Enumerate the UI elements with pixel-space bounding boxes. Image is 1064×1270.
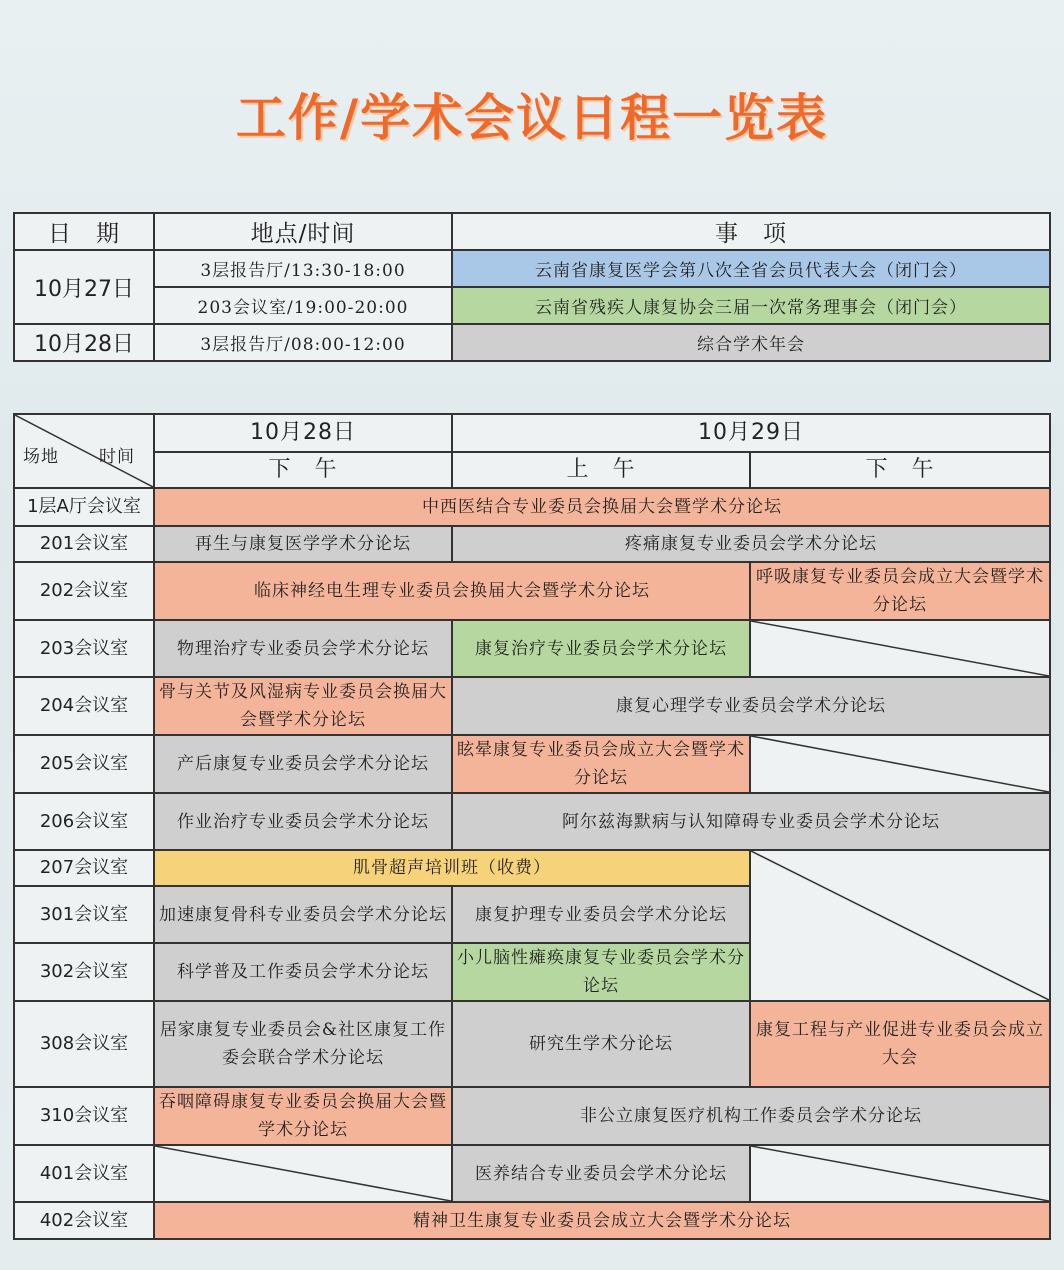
empty-slot bbox=[750, 735, 1050, 793]
header-place-time: 地点/时间 bbox=[154, 213, 452, 250]
meeting-item: 综合学术年会 bbox=[452, 324, 1050, 361]
room-name: 301会议室 bbox=[14, 886, 154, 943]
session-cell: 康复治疗专业委员会学术分论坛 bbox=[452, 620, 750, 677]
page-title: 工作/学术会议日程一览表 bbox=[235, 89, 829, 147]
meeting-place-time: 3层报告厅/13:30-18:00 bbox=[154, 250, 452, 287]
meeting-table bbox=[13, 212, 1051, 362]
session-cell: 再生与康复医学学术分论坛 bbox=[154, 526, 452, 562]
empty-slot bbox=[750, 620, 1050, 677]
period-header: 下 午 bbox=[750, 452, 1050, 488]
room-name: 308会议室 bbox=[14, 1001, 154, 1087]
session-cell: 研究生学术分论坛 bbox=[452, 1001, 750, 1087]
room-name: 203会议室 bbox=[14, 620, 154, 677]
session-cell: 非公立康复医疗机构工作委员会学术分论坛 bbox=[452, 1087, 1050, 1145]
corner-venue-label: 场地 bbox=[23, 447, 59, 467]
session-cell: 骨与关节及风湿病专业委员会换届大会暨学术分论坛 bbox=[154, 677, 452, 735]
room-name: 201会议室 bbox=[14, 526, 154, 562]
session-cell: 物理治疗专业委员会学术分论坛 bbox=[154, 620, 452, 677]
room-name: 310会议室 bbox=[14, 1087, 154, 1145]
session-cell: 康复工程与产业促进专业委员会成立大会 bbox=[750, 1001, 1050, 1087]
session-cell: 产后康复专业委员会学术分论坛 bbox=[154, 735, 452, 793]
corner-header bbox=[14, 414, 154, 488]
room-name: 1层A厅会议室 bbox=[14, 488, 154, 526]
diagonal-line-icon bbox=[751, 736, 1049, 792]
meeting-place-time: 203会议室/19:00-20:00 bbox=[154, 287, 452, 324]
meeting-item: 云南省残疾人康复协会三届一次常务理事会（闭门会） bbox=[452, 287, 1050, 324]
header-date: 日 期 bbox=[14, 213, 154, 250]
session-cell: 精神卫生康复专业委员会成立大会暨学术分论坛 bbox=[154, 1202, 1050, 1239]
diagonal-line-icon bbox=[751, 1146, 1049, 1201]
meeting-place-time: 3层报告厅/08:00-12:00 bbox=[154, 324, 452, 361]
empty-slot bbox=[750, 850, 1050, 1001]
meeting-date: 10月28日 bbox=[14, 324, 154, 361]
room-name: 207会议室 bbox=[14, 850, 154, 886]
room-name: 202会议室 bbox=[14, 562, 154, 620]
session-cell: 阿尔兹海默病与认知障碍专业委员会学术分论坛 bbox=[452, 793, 1050, 850]
session-cell: 吞咽障碍康复专业委员会换届大会暨学术分论坛 bbox=[154, 1087, 452, 1145]
session-cell: 小儿脑性瘫痪康复专业委员会学术分论坛 bbox=[452, 943, 750, 1001]
room-name: 401会议室 bbox=[14, 1145, 154, 1202]
room-name: 402会议室 bbox=[14, 1202, 154, 1239]
session-cell: 科学普及工作委员会学术分论坛 bbox=[154, 943, 452, 1001]
meeting-date: 10月27日 bbox=[14, 250, 154, 324]
corner-time-label: 时间 bbox=[99, 447, 135, 467]
empty-slot bbox=[750, 1145, 1050, 1202]
meeting-item: 云南省康复医学会第八次全省会员代表大会（闭门会） bbox=[452, 250, 1050, 287]
period-header: 上 午 bbox=[452, 452, 750, 488]
day-header: 10月29日 bbox=[452, 414, 1050, 452]
session-cell: 康复心理学专业委员会学术分论坛 bbox=[452, 677, 1050, 735]
session-cell: 呼吸康复专业委员会成立大会暨学术分论坛 bbox=[750, 562, 1050, 620]
day-header: 10月28日 bbox=[154, 414, 452, 452]
room-name: 206会议室 bbox=[14, 793, 154, 850]
session-cell: 作业治疗专业委员会学术分论坛 bbox=[154, 793, 452, 850]
room-name: 204会议室 bbox=[14, 677, 154, 735]
session-cell: 疼痛康复专业委员会学术分论坛 bbox=[452, 526, 1050, 562]
room-name: 302会议室 bbox=[14, 943, 154, 1001]
session-cell: 肌骨超声培训班（收费） bbox=[154, 850, 750, 886]
header-item: 事 项 bbox=[452, 213, 1050, 250]
session-cell: 中西医结合专业委员会换届大会暨学术分论坛 bbox=[154, 488, 1050, 526]
session-cell: 居家康复专业委员会&社区康复工作委会联合学术分论坛 bbox=[154, 1001, 452, 1087]
schedule-table bbox=[13, 413, 1051, 1240]
session-cell: 眩晕康复专业委员会成立大会暨学术分论坛 bbox=[452, 735, 750, 793]
session-cell: 康复护理专业委员会学术分论坛 bbox=[452, 886, 750, 943]
empty-slot bbox=[154, 1145, 452, 1202]
session-cell: 临床神经电生理专业委员会换届大会暨学术分论坛 bbox=[154, 562, 750, 620]
diagonal-line-icon bbox=[751, 851, 1049, 1000]
diagonal-line-icon bbox=[751, 621, 1049, 676]
period-header: 下 午 bbox=[154, 452, 452, 488]
diagonal-line-icon bbox=[155, 1146, 451, 1201]
room-name: 205会议室 bbox=[14, 735, 154, 793]
session-cell: 医养结合专业委员会学术分论坛 bbox=[452, 1145, 750, 1202]
session-cell: 加速康复骨科专业委员会学术分论坛 bbox=[154, 886, 452, 943]
